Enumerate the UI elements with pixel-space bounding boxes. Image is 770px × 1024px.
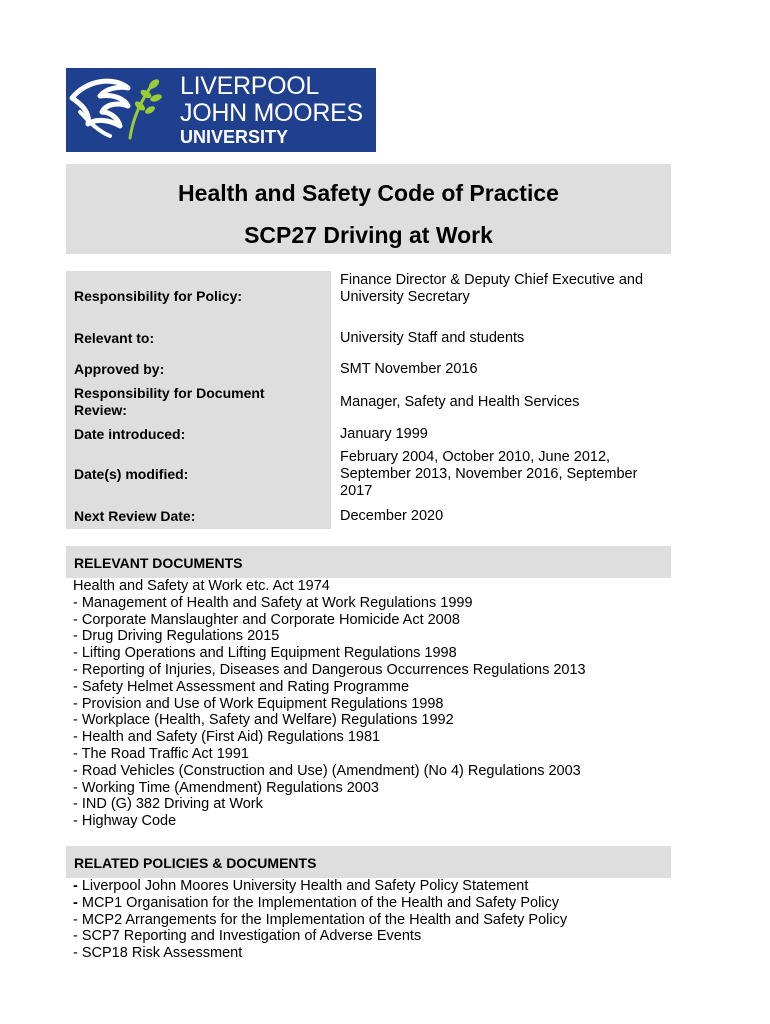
list-item-text: MCP1 Organisation for the Implementation of the Health and Safety Policy (77, 894, 560, 911)
meta-label-approved-by: Approved by: (74, 361, 165, 377)
meta-value-policy-owner: Finance Director & Deputy Chief Executive and University Secretary (340, 272, 644, 305)
list-item-text: Liverpool John Moores University Health and Safety Policy Statement (77, 878, 529, 894)
list-item-text: SCP7 Reporting and Investigation of Adverse Events (77, 928, 422, 945)
meta-label-relevant-to: Relevant to: (74, 330, 155, 346)
logo-line-2: JOHN MOORES (180, 99, 363, 127)
list-item: - Provision and Use of Work Equipment Regulations 1998 (73, 695, 444, 712)
meta-label-dates-modified: Date(s) modified: (74, 466, 189, 482)
list-item: - Health and Safety (First Aid) Regulations 1981 (73, 729, 381, 746)
related-policies-heading-bar (66, 846, 671, 878)
list-item (73, 945, 567, 962)
list-bullet: - (73, 894, 78, 911)
relevant-documents-list (73, 578, 586, 830)
list-item: Health and Safety at Work etc. Act 1974 (73, 578, 330, 594)
list-item (73, 912, 567, 929)
list-item (73, 895, 567, 912)
logo-line-3: UNIVERSITY (180, 127, 289, 147)
list-bullet: - (73, 945, 78, 962)
list-item: - Corporate Manslaughter and Corporate Homicide Act 2008 (73, 611, 460, 628)
list-item: - Safety Helmet Assessment and Rating Programme (73, 678, 410, 695)
document-title: Health and Safety Code of Practice (178, 180, 559, 206)
meta-value-date-introduced: January 1999 (340, 426, 428, 442)
meta-value-relevant-to: University Staff and students (340, 330, 525, 346)
liverbird-emblem-icon (66, 68, 178, 152)
meta-label-review-owner: Responsibility for Document Review: (74, 385, 265, 418)
list-item: - Drug Driving Regulations 2015 (73, 628, 280, 645)
list-bullet: - (73, 878, 78, 894)
list-item: - Highway Code (73, 813, 177, 830)
related-policies-heading: RELATED POLICIES & DOCUMENTS (74, 855, 317, 871)
list-item (73, 928, 567, 945)
list-bullet: - (73, 928, 78, 945)
meta-value-next-review: December 2020 (340, 508, 444, 524)
meta-label-next-review: Next Review Date: (74, 508, 196, 524)
document-subtitle: SCP27 Driving at Work (244, 222, 493, 248)
list-item: - Road Vehicles (Construction and Use) (Amendment) (No 4) Regulations 2003 (73, 762, 581, 779)
list-item: - The Road Traffic Act 1991 (73, 745, 249, 762)
logo-line-1: LIVERPOOL (180, 72, 320, 100)
related-policies-list (73, 878, 567, 962)
meta-value-review-owner: Manager, Safety and Health Services (340, 394, 580, 410)
list-item: - Management of Health and Safety at Work Regulations 1999 (73, 594, 473, 611)
list-item-text: SCP18 Risk Assessment (77, 945, 243, 962)
meta-value-approved-by: SMT November 2016 (340, 361, 478, 377)
relevant-documents-heading-bar (66, 546, 671, 578)
list-item: - IND (G) 382 Driving at Work (73, 796, 263, 813)
meta-label-date-introduced: Date introduced: (74, 426, 186, 442)
meta-value-dates-modified: February 2004, October 2010, June 2012, September 2013, November 2016, September 2017 (340, 449, 638, 499)
list-item: - Lifting Operations and Lifting Equipment Regulations 1998 (73, 645, 457, 662)
list-bullet: - (73, 911, 78, 928)
list-item-text: MCP2 Arrangements for the Implementation of the Health and Safety Policy (77, 911, 568, 928)
list-item (73, 878, 567, 895)
university-logo (66, 68, 376, 152)
document-title-block (66, 164, 671, 254)
list-item: - Workplace (Health, Safety and Welfare) Regulations 1992 (73, 712, 454, 729)
relevant-documents-heading: RELEVANT DOCUMENTS (74, 555, 243, 571)
list-item: - Working Time (Amendment) Regulations 2003 (73, 779, 379, 796)
list-item: - Reporting of Injuries, Diseases and Dangerous Occurrences Regulations 2013 (73, 661, 586, 678)
meta-label-policy-owner: Responsibility for Policy: (74, 288, 243, 304)
